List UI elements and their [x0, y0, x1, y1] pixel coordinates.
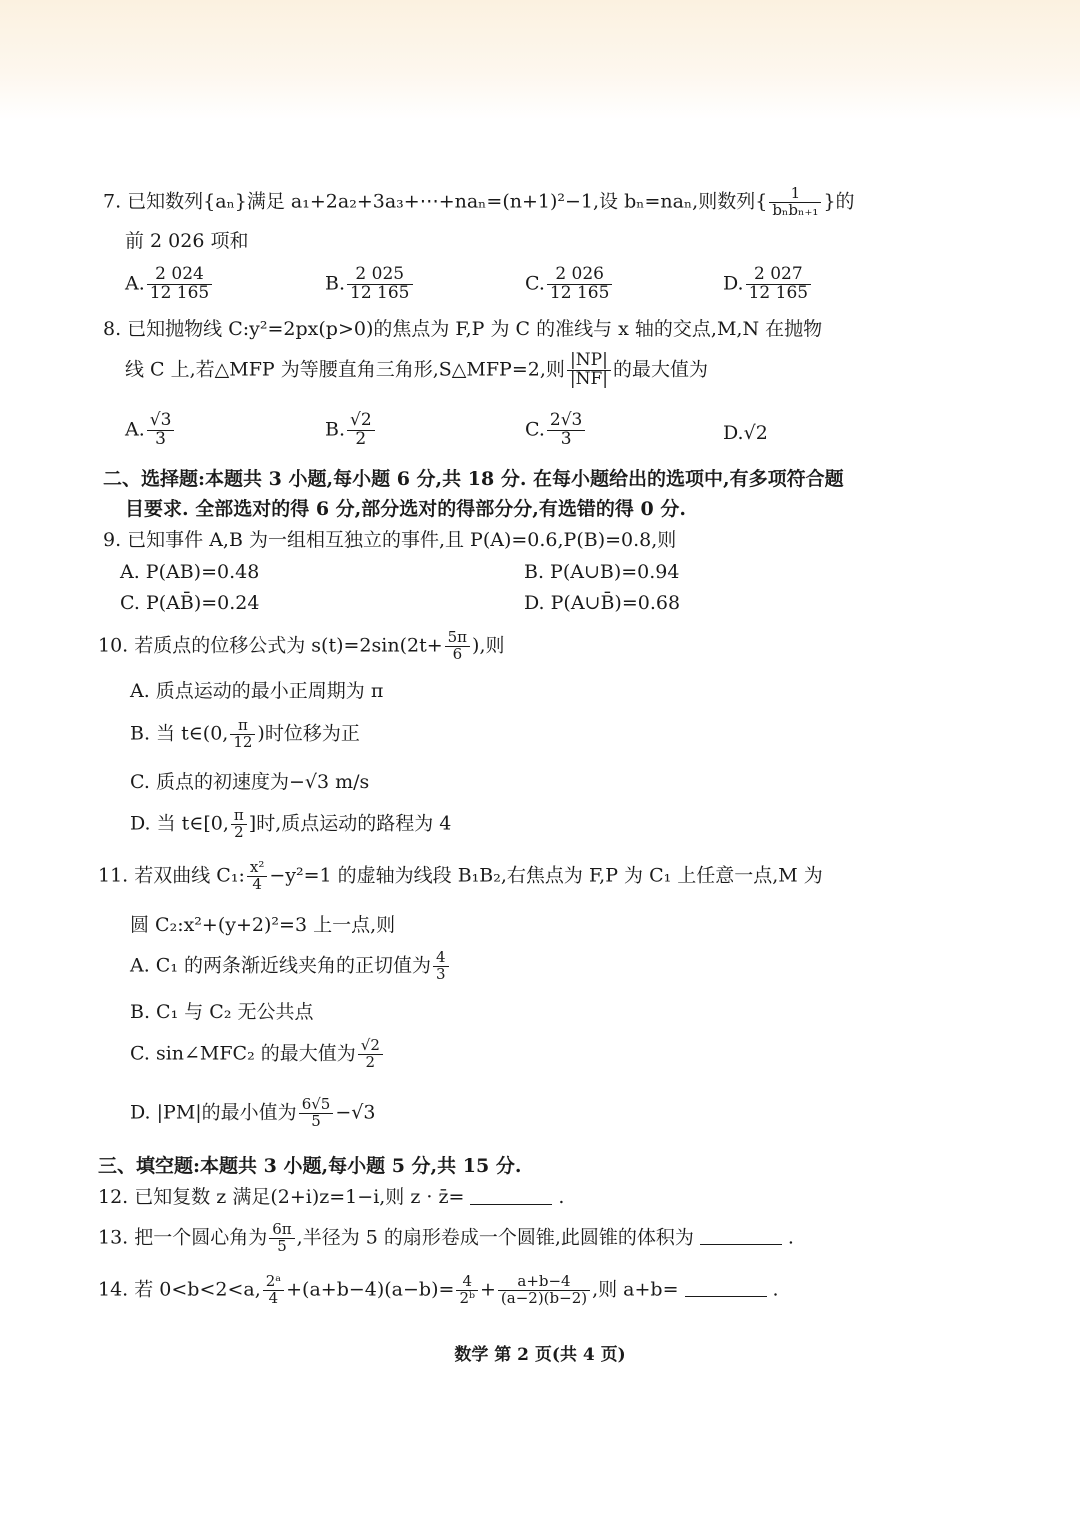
scan-top-band — [0, 0, 1080, 120]
q8-option-c: C. $\frac{2√3}{3}$ — [525, 412, 587, 449]
q7-stem-line2: 前 2 026 项和 — [125, 230, 249, 252]
q11-stem-line2: 圆 C₂:x²+(y+2)²=3 上一点,则 — [130, 914, 396, 936]
q10-option-a: A. 质点运动的最小正周期为 π — [130, 680, 384, 702]
q14-answer-blank — [685, 1296, 767, 1297]
q9-stem: 9. 已知事件 A,B 为一组相互独立的事件,且 P(A)=0.6,P(B)=0.8,则 — [103, 529, 677, 551]
section3-heading: 三、填空题:本题共 3 小题,每小题 5 分,共 15 分. — [98, 1155, 522, 1177]
q7-option-d: D. $\frac{2 027}{12 165}$ — [723, 266, 813, 303]
q8-stem-line2: 线 C 上,若△MFP 为等腰直角三角形,S△MFP=2,则 $\frac{|NP|}{|NF|}$ 的最大值为 — [125, 350, 709, 389]
q10-option-c: C. 质点的初速度为−√3 m/s — [130, 771, 370, 793]
q10-stem: 10. 若质点的位移公式为 s(t)=2sin(2t+ $\frac{5\pi}{6}$ ),则 — [98, 628, 505, 663]
q8-ratio-fraction: $\frac{|NP|}{|NF|}$ — [567, 352, 611, 389]
q7-option-c: C. $\frac{2 026}{12 165}$ — [525, 266, 614, 303]
section2-heading-line2: 目要求. 全部选对的得 6 分,部分选对的得部分分,有选错的得 0 分. — [125, 498, 686, 520]
q11-stem-line1: 11. 若双曲线 C₁: $\frac{\text{x²}}{4}$ −y²=1 的虚轴为线段 B₁B₂,右焦点为 F,P 为 C₁ 上任意一点,M 为 — [98, 858, 823, 893]
q11-option-c: C. sin∠MFC₂ 的最大值为 $\frac{√2}{2}$ — [130, 1038, 385, 1071]
q10-option-d: D. 当 t∈[0, $\frac{\pi}{2}$ ]时,质点运动的路程为 4 — [130, 806, 452, 841]
q12-answer-blank — [470, 1204, 552, 1205]
q14-stem: 14. 若 0<b<2<a, $\frac{\text{2ᵃ}}{4}$ +(a+b−4)(a−b)= $\frac{4}{\text{2ᵇ}}$ + $\frac{a+b-4}{(a-2)(b-2)}$ ,则 a+b= . — [98, 1272, 779, 1307]
q9-option-c: C. P(AB̄)=0.24 — [120, 592, 260, 614]
q7-stem-text: 7. 已知数列{aₙ}满足 a₁+2a₂+3a₃+⋯+naₙ=(n+1)²−1,设 bₙ=naₙ,则数列{ — [103, 190, 768, 213]
q8-option-a: A. $\frac{√3}{3}$ — [125, 412, 176, 449]
q9-option-b: B. P(A∪B)=0.94 — [524, 561, 680, 583]
section2-heading-line1: 二、选择题:本题共 3 小题,每小题 6 分,共 18 分. 在每小题给出的选项中,有多项符合题 — [103, 468, 844, 490]
q9-option-a: A. P(AB)=0.48 — [120, 561, 260, 583]
q13-answer-blank — [700, 1244, 782, 1245]
q7-sequence-fraction: $\frac{1}{\text{bₙbₙ₊₁}}$ — [769, 186, 821, 219]
q8-stem-line1: 8. 已知抛物线 C:y²=2px(p>0)的焦点为 F,P 为 C 的准线与 x 轴的交点,M,N 在抛物 — [103, 318, 823, 340]
q8-option-d: D.√2 — [723, 422, 768, 444]
q7-option-a: A. $\frac{2 024}{12 165}$ — [125, 266, 214, 303]
q11-option-b: B. C₁ 与 C₂ 无公共点 — [130, 1001, 314, 1023]
q9-option-d: D. P(A∪B̄)=0.68 — [524, 592, 681, 614]
q7-stem-line1: 7. 已知数列{aₙ}满足 a₁+2a₂+3a₃+⋯+naₙ=(n+1)²−1,设 bₙ=naₙ,则数列{ $\frac{1}{\text{bₙbₙ₊₁}}$ }的 — [103, 184, 855, 219]
q7-option-b: B. $\frac{2 025}{12 165}$ — [325, 266, 415, 303]
q11-option-a: A. C₁ 的两条渐近线夹角的正切值为 $\frac{4}{3}$ — [130, 950, 451, 983]
q8-option-b: B. $\frac{√2}{2}$ — [325, 412, 377, 449]
q13-stem: 13. 把一个圆心角为 $\frac{6\pi}{5}$ ,半径为 5 的扇形卷成一个圆锥,此圆锥的体积为 . — [98, 1220, 794, 1255]
q11-option-d: D. |PM|的最小值为 $\frac{6√5}{5}$ −√3 — [130, 1095, 376, 1130]
q12-stem: 12. 已知复数 z 满足(2+i)z=1−i,则 z · z̄= . — [98, 1186, 565, 1208]
q10-option-b: B. 当 t∈(0, $\frac{\pi}{12}$ )时位移为正 — [130, 716, 360, 751]
page-footer: 数学 第 2 页(共 4 页) — [454, 1345, 626, 1365]
